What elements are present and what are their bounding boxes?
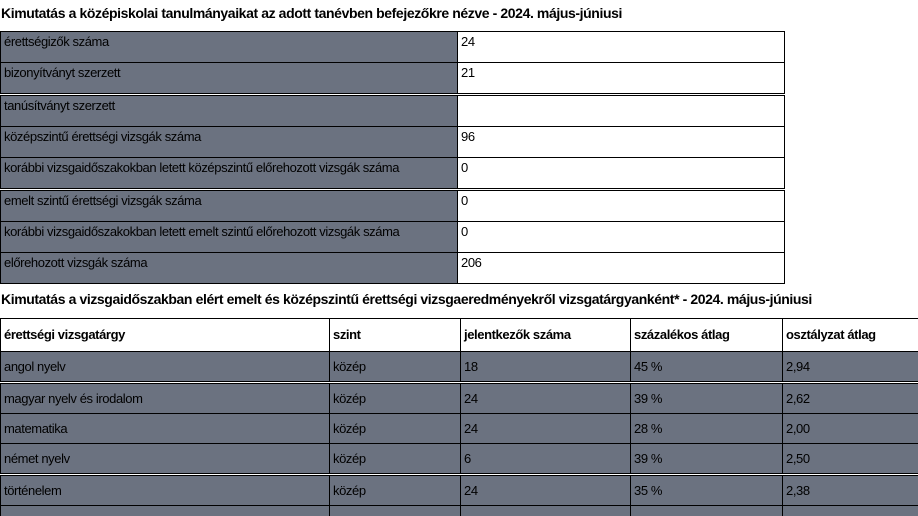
grade-cell: 2,62 [782,383,918,414]
subject-cell [0,505,330,516]
column-header-applicants: jelentkezők száma [460,318,631,352]
grade-cell [782,505,918,516]
level-cell: közép [329,475,461,506]
subject-cell: magyar nyelv és irodalom [0,383,330,414]
value-cell: 0 [457,221,785,253]
table-row [0,475,918,506]
label-cell: előrehozott vizsgák száma [0,252,458,284]
summary-table [0,31,786,284]
percent-cell: 35 % [630,475,783,506]
table-row [0,95,786,127]
applicants-cell: 24 [460,475,631,506]
table-row [0,62,786,94]
applicants-cell: 6 [460,443,631,474]
table-row-partial [0,505,918,516]
applicants-cell [460,505,631,516]
column-header-grade: osztályzat átlag [782,318,918,352]
subject-cell: matematika [0,413,330,444]
value-cell [457,95,785,127]
label-cell: emelt szintű érettségi vizsgák száma [0,190,458,222]
grade-cell: 2,50 [782,443,918,474]
summary-report-title: Kimutatás a középiskolai tanulmányaikat az adott tanévben befejezőkre nézve - 2024. május-júniusi [1,5,622,21]
header-row [0,318,918,352]
applicants-cell: 24 [460,383,631,414]
percent-cell: 28 % [630,413,783,444]
level-cell: közép [329,351,461,382]
label-cell: középszintű érettségi vizsgák száma [0,126,458,158]
applicants-cell: 24 [460,413,631,444]
level-cell: közép [329,383,461,414]
level-cell: közép [329,413,461,444]
percent-cell [630,505,783,516]
results-table [0,318,918,516]
percent-cell: 39 % [630,383,783,414]
label-cell: korábbi vizsgaidőszakokban letett emelt szintű előrehozott vizsgák száma [0,221,458,253]
table-row [0,221,786,253]
label-cell: korábbi vizsgaidőszakokban letett középszintű előrehozott vizsgák száma [0,157,458,189]
value-cell: 24 [457,31,785,63]
table-row [0,413,918,444]
value-cell: 0 [457,157,785,189]
table-row [0,383,918,414]
value-cell: 21 [457,62,785,94]
results-report-title: Kimutatás a vizsgaidőszakban elért emelt és középszintű érettségi vizsgaeredményekről vizsgatárgyanként* - 2024. május-júniusi [1,291,812,307]
level-cell: közép [329,443,461,474]
applicants-cell: 18 [460,351,631,382]
percent-cell: 45 % [630,351,783,382]
table-row [0,252,786,284]
subject-cell: angol nyelv [0,351,330,382]
level-cell [329,505,461,516]
table-row [0,443,918,474]
table-row [0,157,786,189]
column-header-subject: érettségi vizsgatárgy [0,318,330,352]
grade-cell: 2,94 [782,351,918,382]
grade-cell: 2,38 [782,475,918,506]
table-row [0,351,918,382]
table-row [0,126,786,158]
label-cell: bizonyítványt szerzett [0,62,458,94]
table-row [0,31,786,63]
percent-cell: 39 % [630,443,783,474]
value-cell: 96 [457,126,785,158]
subject-cell: német nyelv [0,443,330,474]
column-header-level: szint [329,318,461,352]
subject-cell: történelem [0,475,330,506]
column-header-percent: százalékos átlag [630,318,783,352]
value-cell: 206 [457,252,785,284]
grade-cell: 2,00 [782,413,918,444]
table-row [0,190,786,222]
label-cell: tanúsítványt szerzett [0,95,458,127]
label-cell: érettségizők száma [0,31,458,63]
value-cell: 0 [457,190,785,222]
